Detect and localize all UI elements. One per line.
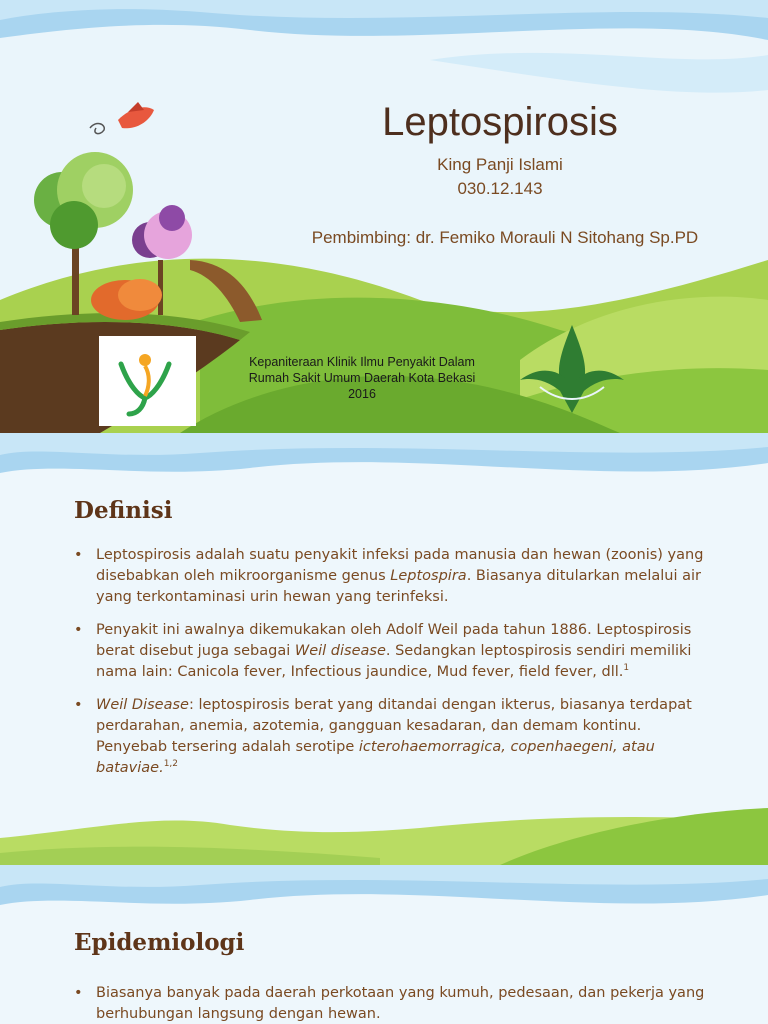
disease-name: Weil disease: [294, 643, 386, 659]
bullet-text: Leptospirosis adalah suatu penyakit infeksi pada manusia dan hewan (zoonis) yang disebabkan oleh mikroorganisme genus: [96, 547, 704, 584]
hospital-logo-icon: [99, 336, 196, 426]
definition-list: [74, 545, 714, 791]
citation: 1,2: [163, 759, 179, 770]
section-heading: Epidemiologi: [74, 929, 245, 956]
bullet-text: Biasanya banyak pada daerah perkotaan yang kumuh, pedesaan, dan pekerja yang berhubungan langsung dengan hewan.: [96, 985, 705, 1022]
bullet-icon: •: [74, 985, 83, 1001]
genus-name: Leptospira: [390, 568, 467, 584]
citation: 1: [623, 663, 630, 674]
institution-text: [222, 354, 502, 402]
bullet-icon: •: [74, 697, 83, 713]
bullet-text: Penyakit ini awalnya dikemukakan oleh Adolf Weil pada tahun 1886. Leptospirosis berat disebut juga sebagai: [96, 622, 692, 659]
list-item: [74, 545, 714, 608]
bullet-text: . Sedangkan leptospirosis sendiri memiliki nama lain: Canicola fever, Infectious jaundice, Mud fever, field fever, dll.: [96, 643, 692, 680]
institution-line-1: Kepaniteraan Klinik Ilmu Penyakit Dalam: [249, 355, 475, 369]
author-id: 030.12.143: [457, 179, 543, 198]
bullet-text: . Biasanya ditularkan melalui air yang terkontaminasi urin hewan yang terinfeksi.: [96, 568, 701, 605]
bullet-icon: •: [74, 622, 83, 638]
title-slide: [0, 0, 768, 433]
epidemiology-list: [74, 983, 714, 1024]
list-item: [74, 983, 714, 1024]
disease-name: Weil Disease: [96, 697, 189, 713]
list-item: [74, 620, 714, 683]
institution-logo: [99, 336, 196, 426]
institution-line-2: Rumah Sakit Umum Daerah Kota Bekasi: [248, 371, 476, 385]
supervisor-text: Pembimbing: dr. Femiko Morauli N Sitohang Sp.PD: [311, 228, 699, 247]
list-item: [74, 695, 714, 779]
section-heading: Definisi: [74, 497, 173, 524]
institution-line-3: 2016: [348, 387, 376, 401]
epidemiologi-slide: [0, 865, 768, 1024]
definisi-slide: [0, 433, 768, 865]
bullet-text: : leptospirosis berat yang ditandai dengan ikterus, biasanya terdapat perdarahan, anemia, azotemia, gangguan kesadaran, dan demam kontinu. Penyebab tersering adalah serotipe: [96, 697, 692, 755]
serotype-names: icterohaemorragica, copenhaegeni, atau bataviae.: [96, 739, 655, 776]
author-name: King Panji Islami: [437, 155, 563, 174]
bullet-icon: •: [74, 547, 83, 563]
slide-title: Leptospirosis: [382, 100, 618, 144]
